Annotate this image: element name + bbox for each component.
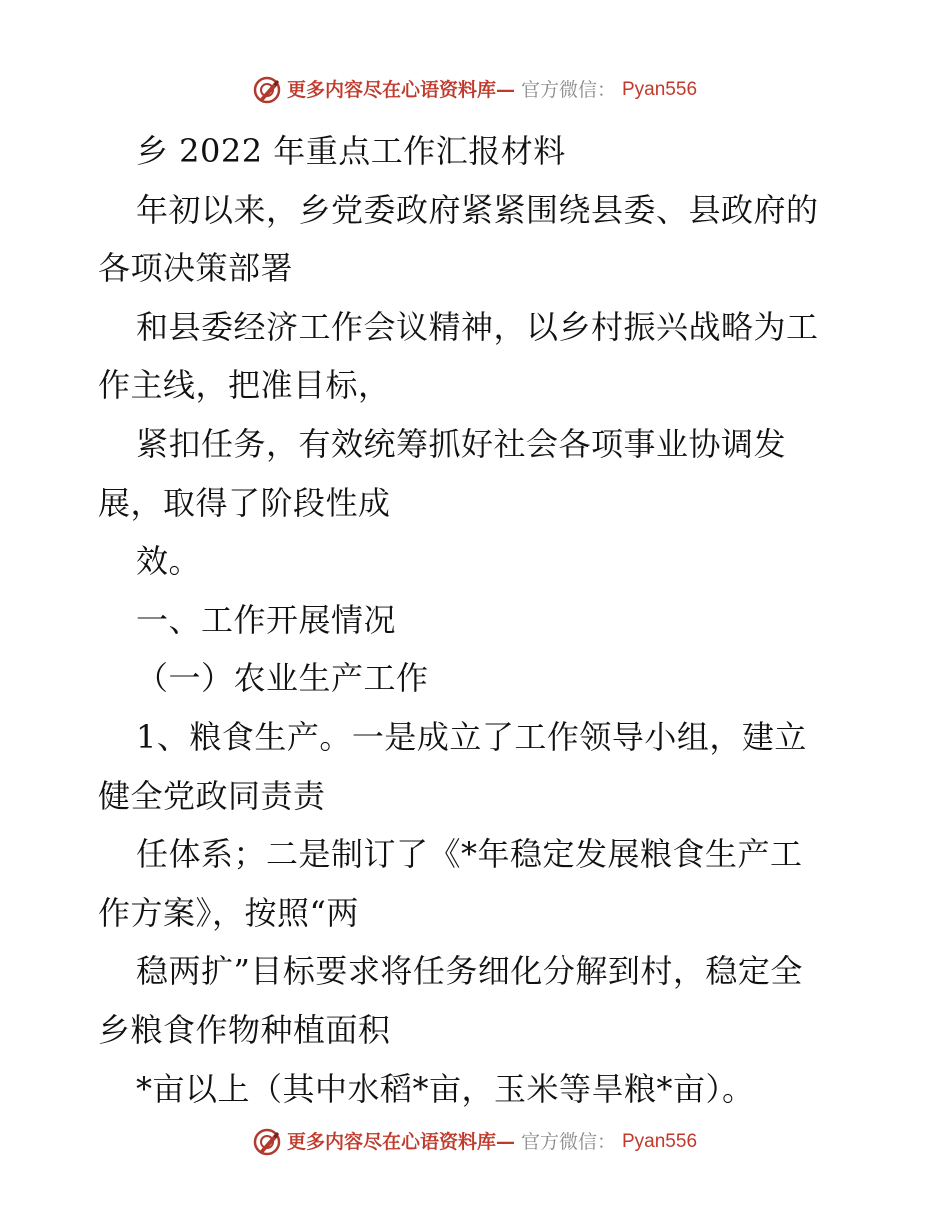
watermark-wechat-label: 官方微信： [520, 1131, 616, 1153]
footer-watermark [0, 1128, 950, 1156]
paragraph-line: 乡粮食作物种植面积 [98, 1010, 391, 1049]
paragraph-line: 稳两扩”目标要求将任务细化分解到村，稳定全 [136, 952, 803, 991]
paragraph-line: 作主线，把准目标， [98, 366, 391, 405]
paragraph-line: 各项决策部署 [98, 249, 294, 288]
paragraph-line: 任体系；二是制订了《*年稳定发展粮食生产工 [136, 835, 803, 874]
watermark-text: 更多内容尽在心语资料库— [286, 1131, 515, 1153]
header-watermark [0, 76, 950, 104]
paragraph-line: 和县委经济工作会议精神，以乡村振兴战略为工 [136, 307, 819, 346]
section-heading: 一、工作开展情况 [136, 600, 397, 639]
subsection-heading: （一）农业生产工作 [136, 659, 429, 698]
paragraph-line: *亩以上（其中水稻*亩，玉米等旱粮*亩）。 [136, 1069, 755, 1108]
paragraph-line: 作方案》，按照“两 [98, 893, 359, 932]
paragraph-line: 紧扣任务，有效统筹抓好社会各项事业协调发 [136, 424, 787, 463]
paragraph-line: 1、粮食生产。一是成立了工作领导小组，建立 [136, 717, 807, 756]
watermark-wechat-id: Pyan556 [622, 79, 698, 100]
watermark-wechat-label: 官方微信： [520, 79, 616, 101]
paragraph-line: 年初以来，乡党委政府紧紧围绕县委、县政府的 [136, 190, 819, 229]
paragraph-line: 健全党政同责责 [98, 776, 326, 815]
paragraph-line: 展，取得了阶段性成 [98, 483, 391, 522]
paragraph-line: 效。 [136, 542, 202, 581]
pen-logo-icon [253, 1128, 281, 1156]
document-body [98, 122, 856, 1118]
watermark-wechat-id: Pyan556 [622, 1131, 698, 1152]
document-title: 乡 2022 年重点工作汇报材料 [136, 132, 566, 170]
pen-logo-icon [253, 76, 281, 104]
watermark-text: 更多内容尽在心语资料库— [286, 79, 515, 101]
